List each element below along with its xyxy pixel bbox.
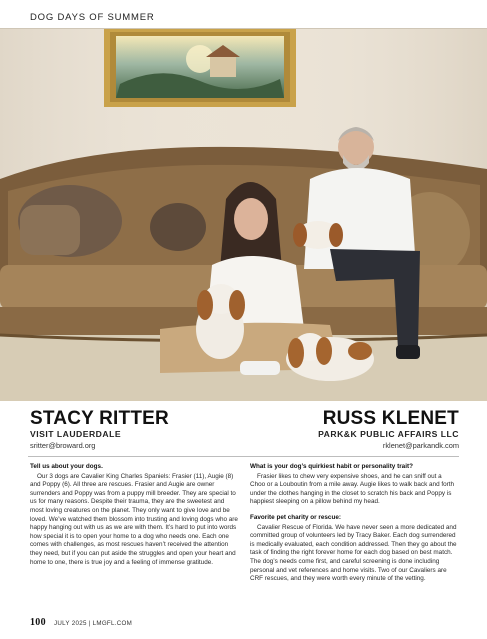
section-label: DOG DAYS OF SUMMER	[30, 12, 155, 23]
dog-left	[196, 284, 245, 359]
wall-painting	[104, 29, 296, 107]
question: Tell us about your dogs.	[30, 463, 103, 470]
question: What is your dog’s quirkiest habit or personality trait?	[250, 463, 413, 470]
dog-center	[293, 221, 343, 249]
question: Favorite pet charity or rescue:	[250, 513, 341, 521]
qa-column-right	[250, 463, 458, 591]
answer: Cavalier Rescue of Florida. We have never seen a more dedicated and committed group of volunteers led by Tracy Baker. Each dog surrendered is medically evaluated, each condition addressed. Then they go about the task of finding the right forever home for each dog based on best match. The dog’s needs come first, and careful screening is done including personal and vet references and home visits. Two of our Cavaliers are CRF rescues, and they were worth every minute of the vetting.	[250, 523, 457, 583]
left-profile-email[interactable]: sritter@broward.org	[30, 441, 96, 450]
right-profile-email[interactable]: rklenet@parkandk.com	[382, 441, 459, 450]
right-profile-name: RUSS KLENET	[322, 408, 459, 429]
right-profile-org: PARK&K PUBLIC AFFAIRS LLC	[318, 429, 459, 439]
left-profile-org: VISIT LAUDERDALE	[30, 429, 122, 439]
qa-column-left	[30, 463, 238, 574]
page-number: 100	[30, 617, 46, 628]
page-footer	[30, 617, 132, 628]
feature-photo	[0, 29, 487, 401]
answer: Frasier likes to chew very expensive shoes, and he can sniff out a Choo or a Louboutin from a mile away. Augie likes to walk back and forth under the clothes hanging in the closet to scratch his back and Poppy is happiest sleeping on a pillow behind my head.	[250, 472, 455, 506]
issue-info: JULY 2025 | LMGFL.COM	[53, 620, 133, 627]
left-profile-name: STACY RITTER	[30, 408, 169, 429]
section-divider	[28, 456, 459, 457]
answer: Our 3 dogs are Cavalier King Charles Spaniels: Frasier (11), Augie (8) and Poppy (6). All three are rescues. Frasier and Augie are owner surrenders and Poppy was from a puppy mill breeder. They are special to us for many reasons. Despite their trauma, they are the sweetest and most loving creatures on the planet. They only want to give love and be loved. We’ve watched them blossom into trusting and loving dogs who are happy hanging out with us as we are with them. It’s hard to put into words how special it is to open your home to a dog who needs one. Each one comes with challenges, as most rescues haven’t received the attention they need, but if you can put aside the struggles and open your heart and home to one, there is true joy and a feeling of immense gratitude.	[30, 472, 238, 566]
